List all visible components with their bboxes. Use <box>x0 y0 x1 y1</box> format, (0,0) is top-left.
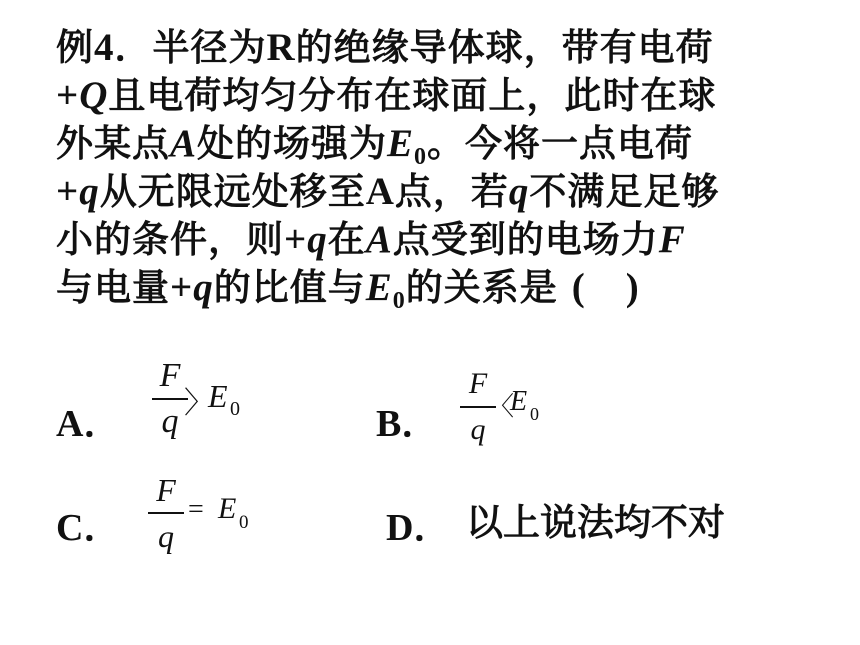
denominator-q: q <box>158 517 174 554</box>
question-text-segment: 的关系是 <box>405 266 558 309</box>
symbol-Q: Q <box>79 74 109 117</box>
answer-blank: ( ) <box>571 266 640 309</box>
denominator-q: q <box>470 412 486 446</box>
fraction <box>146 470 186 556</box>
option-b-formula <box>458 364 558 460</box>
question-text-segment: 外某点 <box>56 122 170 165</box>
numerator-F: F <box>159 357 181 394</box>
question-text-segment: 且电荷均匀分布在球面上，此时在球 <box>108 74 717 117</box>
question-number: 4 <box>94 26 115 69</box>
plus-sign: + <box>284 218 308 261</box>
symbol-A: A <box>365 170 395 213</box>
question-line-5 <box>56 216 816 264</box>
option-d-label: D． <box>386 507 452 549</box>
numerator-F: F <box>156 472 176 508</box>
option-d-text: 以上说法均不对 <box>466 501 725 544</box>
symbol-F: F <box>658 218 686 261</box>
question-text-segment: 。今将一点电荷 <box>427 122 694 165</box>
symbol-E: E <box>510 386 528 417</box>
option-a-formula <box>150 356 260 456</box>
question-line-6 <box>56 264 816 312</box>
question-text-segment: 点受到的电场力 <box>392 218 659 261</box>
symbol-A: A <box>170 122 198 165</box>
symbol-q: q <box>193 266 214 309</box>
question-text-segment: 的绝缘导体球，带有电荷 <box>295 26 714 69</box>
question-text-segment: 小的条件，则 <box>56 218 284 261</box>
option-c-formula <box>146 470 266 566</box>
question-text-segment: 从无限远处移至 <box>99 170 366 213</box>
symbol-R: R <box>266 26 296 69</box>
question-text <box>56 24 816 312</box>
fraction-bar <box>148 512 184 514</box>
symbol-E: E <box>208 378 228 414</box>
equals-sign: = <box>188 494 204 525</box>
option-a-label: A． <box>56 403 122 445</box>
question-text-segment: 点，若 <box>394 170 509 213</box>
question-line-1 <box>56 24 816 72</box>
symbol-E: E <box>387 122 415 165</box>
question-text-segment: 不满足足够 <box>529 170 720 213</box>
question-text-segment: 处的场强为 <box>197 122 388 165</box>
symbol-A: A <box>365 218 393 261</box>
fraction-bar <box>152 398 188 400</box>
subscript-zero: 0 <box>392 288 406 314</box>
question-line-2 <box>56 72 816 120</box>
less-than-sign: 〈 <box>488 392 515 421</box>
subscript-zero: 0 <box>230 398 240 420</box>
subscript-zero: 0 <box>530 404 539 424</box>
subscript-zero: 0 <box>239 512 249 533</box>
question-text-segment: 与电量 <box>56 266 170 309</box>
symbol-q: q <box>508 170 530 213</box>
question-text-segment: ．半径为 <box>114 26 267 69</box>
symbol-E: E <box>218 492 237 525</box>
question-line-4 <box>56 168 816 216</box>
symbol-q: q <box>79 170 100 213</box>
plus-sign: + <box>56 170 80 213</box>
plus-sign: + <box>56 74 80 117</box>
greater-than-sign: 〉 <box>184 387 214 420</box>
question-text-segment: 例 <box>56 26 94 69</box>
question-text-segment: 的比值与 <box>213 266 366 309</box>
option-c-label: C． <box>56 507 122 549</box>
option-b-label: B． <box>376 403 440 445</box>
numerator-F: F <box>468 367 488 400</box>
denominator-q: q <box>161 402 179 440</box>
symbol-E: E <box>365 266 393 309</box>
subscript-zero: 0 <box>414 144 428 170</box>
plus-sign: + <box>170 266 194 309</box>
symbol-q: q <box>307 218 328 261</box>
question-line-3 <box>56 120 816 168</box>
question-text-segment: 在 <box>327 218 366 261</box>
